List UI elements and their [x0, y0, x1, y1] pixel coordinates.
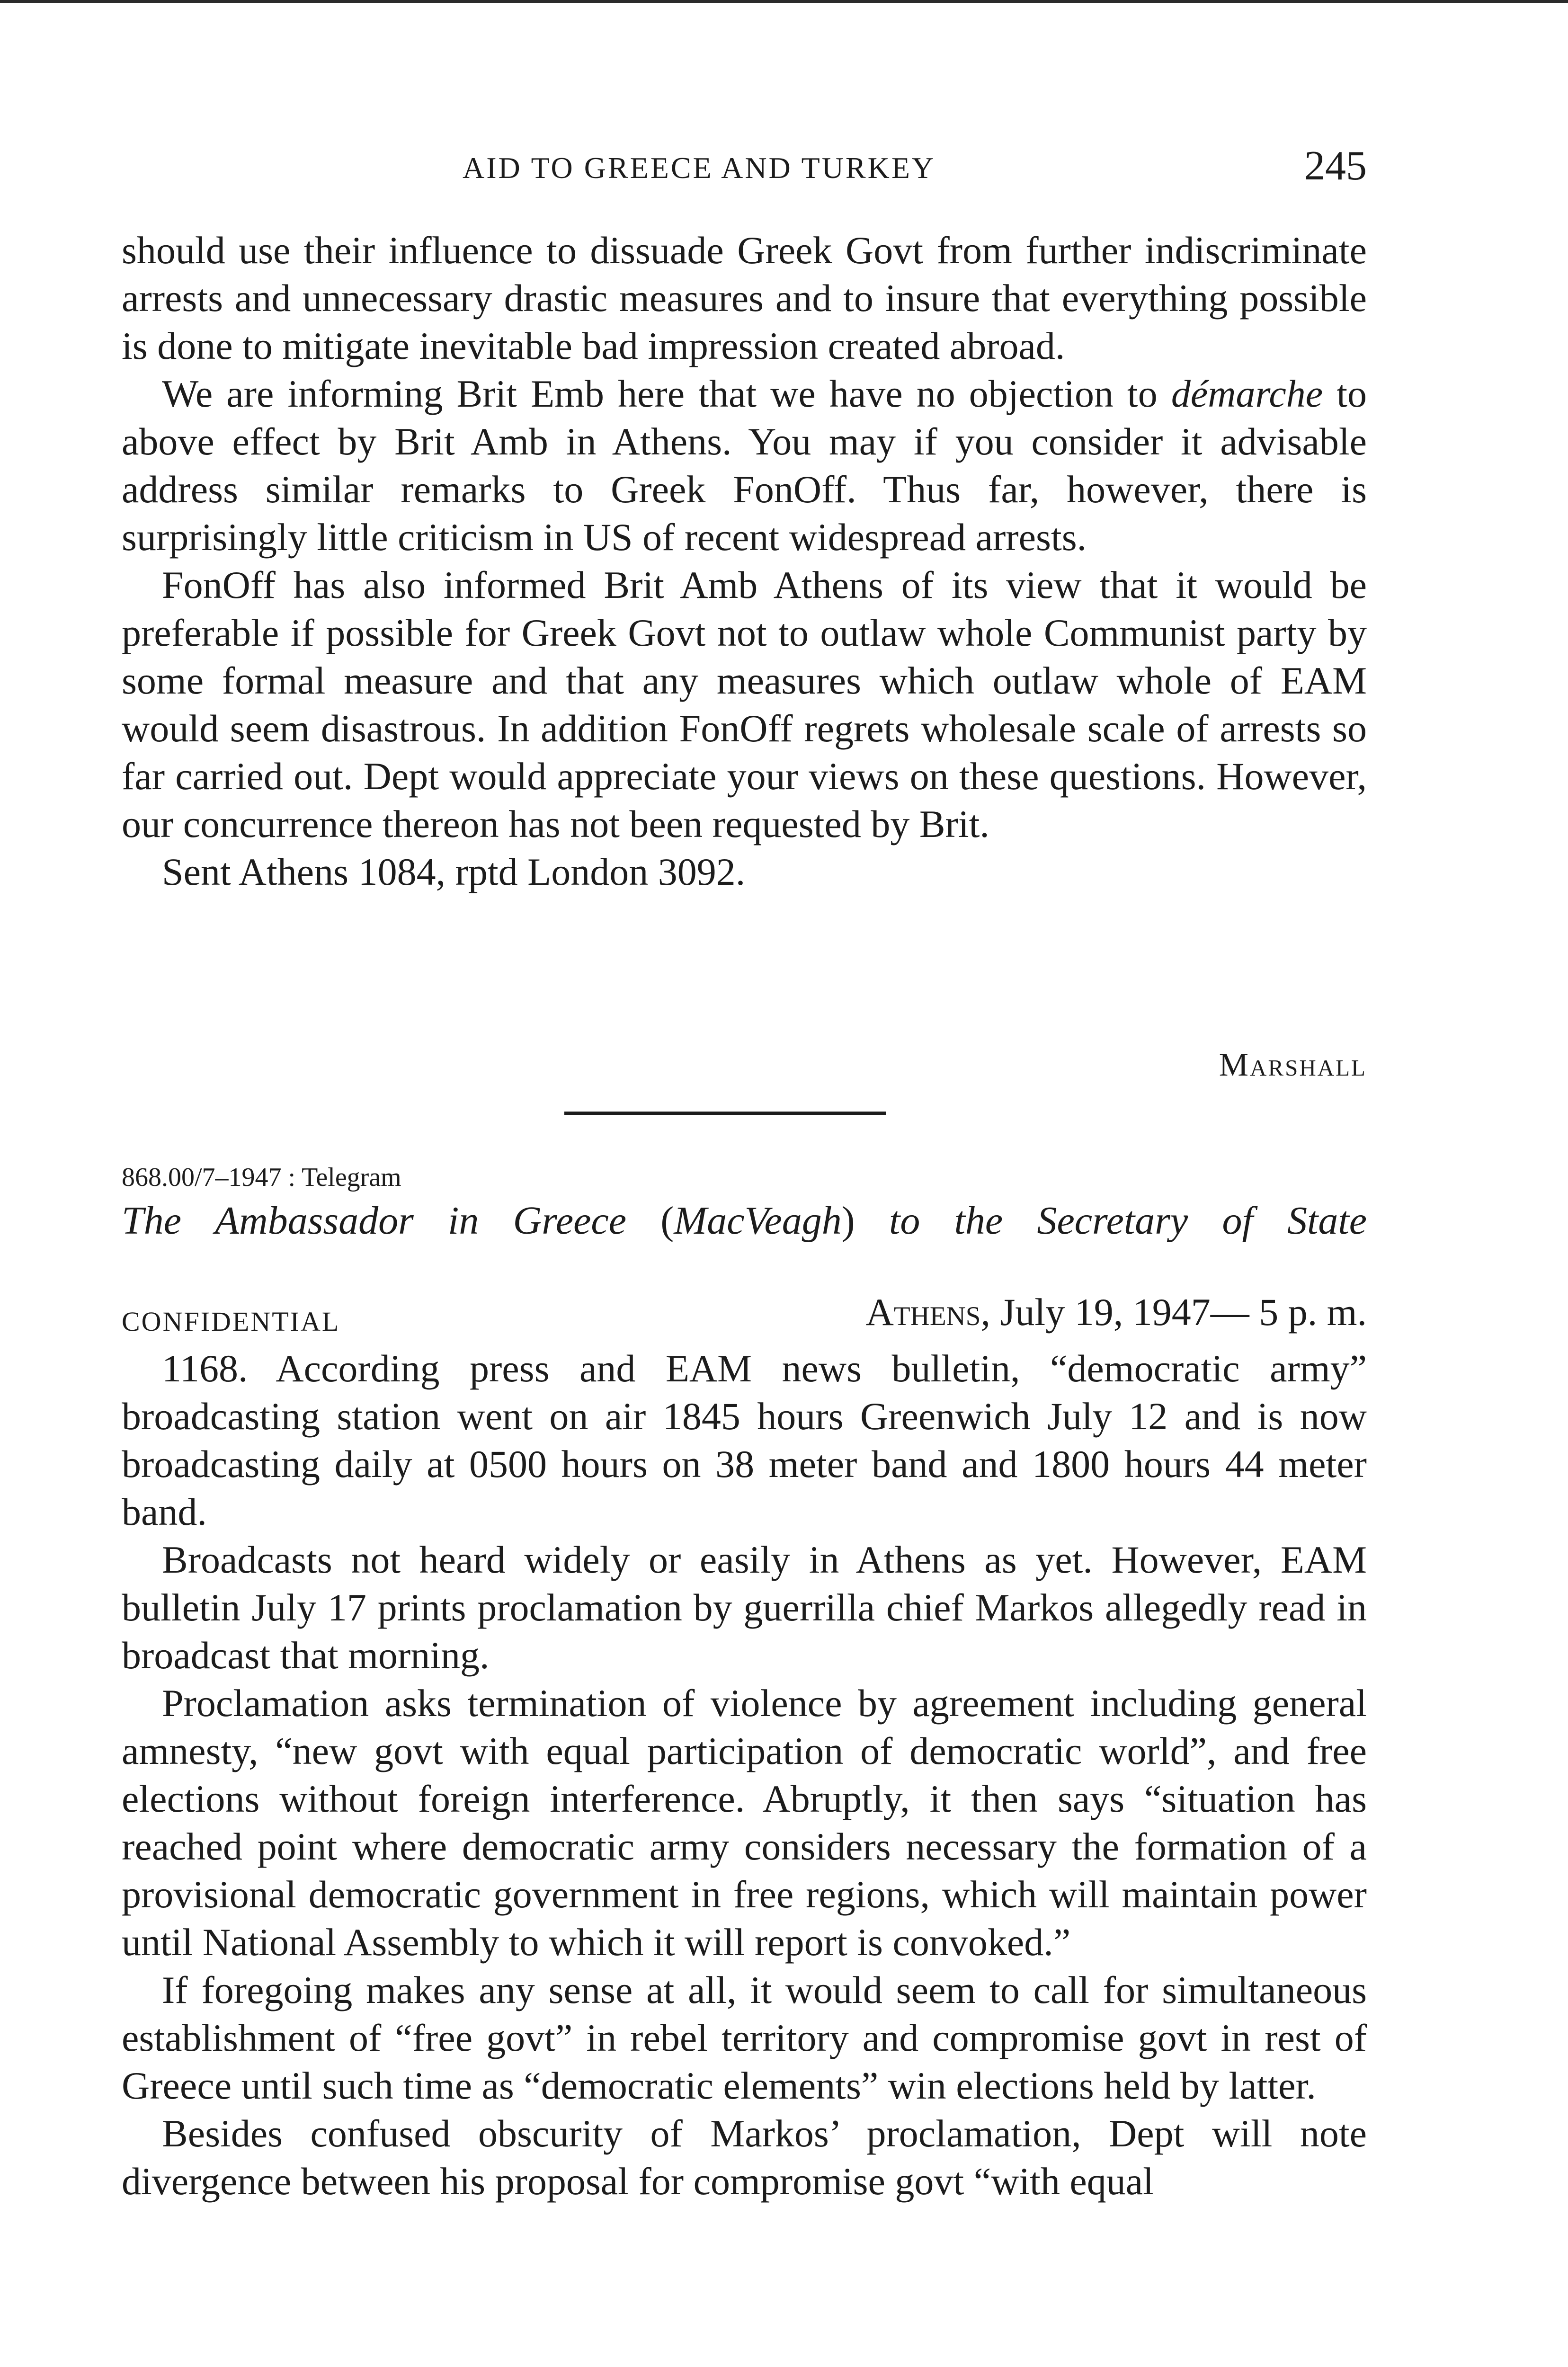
- signature: Marshall: [1219, 1047, 1367, 1083]
- classification-label: CONFIDENTIAL: [122, 1306, 340, 1337]
- paragraph: 1168. According press and EAM news bulletin, “democratic army” broadcasting station went on air 1845 hours Greenwich July 12 and is now broadcasting daily at 0500 hours on 38 meter band and 1800 hours 44 meter band.: [122, 1347, 1367, 1533]
- section-2-body: [122, 1344, 1367, 2205]
- paragraph: Sent Athens 1084, rptd London 3092.: [162, 850, 746, 893]
- paragraph-lead: We are informing Brit Emb here that we have no objection to: [162, 372, 1171, 415]
- running-title: AID TO GREECE AND TURKEY: [463, 151, 936, 185]
- title-paren-close: ): [841, 1199, 855, 1243]
- paragraph: [122, 370, 1367, 561]
- file-reference: 868.00/7–1947 : Telegram: [122, 1163, 401, 1192]
- section-divider: [564, 1112, 886, 1115]
- paragraph-rest: to above effect by Brit Amb in Athens. You may if you consider it advisable address similar remarks to Greek FonOff. Thus far, however, there is surprisingly little criticism in US of recent widespread arrests.: [122, 372, 1367, 559]
- page-header: [122, 142, 1367, 194]
- dateline-date: July 19, 1947— 5 p. m.: [990, 1290, 1367, 1334]
- paragraph: If foregoing makes any sense at all, it would seem to call for simultaneous establishment of “free govt” in rebel territory and compromise govt in rest of Greece until such time as “democratic elements” win elections held by latter.: [122, 1968, 1367, 2107]
- paragraph: should use their influence to dissuade Greek Govt from further indiscriminate arrests and unnecessary drastic measures and to insure that everything possible is done to mitigate inevitable bad impression created abroad.: [122, 229, 1367, 367]
- title-part: to the Secretary of State: [855, 1199, 1367, 1243]
- dateline-place: Athens,: [865, 1290, 991, 1334]
- paragraph: Proclamation asks termination of violence by agreement including general amnesty, “new govt with equal participation of democratic world”, and free elections without foreign interference. Abruptly, it then says “situation has reached point where democratic army considers necessary the formation of a provisional democratic government in free regions, which will maintain power until National Assembly to which it will report is convoked.”: [122, 1682, 1367, 1964]
- section-1-body: [122, 226, 1367, 896]
- page-top-edge: [0, 0, 1568, 3]
- page-number: 245: [1304, 143, 1367, 189]
- title-part: The Ambassador in Greece: [122, 1199, 661, 1243]
- italic-term: démarche: [1171, 372, 1323, 415]
- paragraph: Broadcasts not heard widely or easily in Athens as yet. However, EAM bulletin July 17 prints proclamation by guerrilla chief Markos allegedly read in broadcast that morning.: [122, 1538, 1367, 1677]
- paragraph: Besides confused obscurity of Markos’ proclamation, Dept will note divergence between his proposal for compromise govt “with equal: [122, 2112, 1367, 2203]
- paragraph: FonOff has also informed Brit Amb Athens of its view that it would be preferable if possible for Greek Govt not to outlaw whole Communist party by some formal measure and that any measures which outlaw whole of EAM would seem disastrous. In addition FonOff regrets wholesale scale of arrests so far carried out. Dept would appreciate your views on these questions. However, our concurrence thereon has not been requested by Brit.: [122, 563, 1367, 845]
- document-title: [122, 1198, 1367, 1244]
- dateline: [866, 1290, 1367, 1335]
- title-paren-open: (: [660, 1199, 674, 1243]
- title-name: MacVeagh: [674, 1199, 842, 1243]
